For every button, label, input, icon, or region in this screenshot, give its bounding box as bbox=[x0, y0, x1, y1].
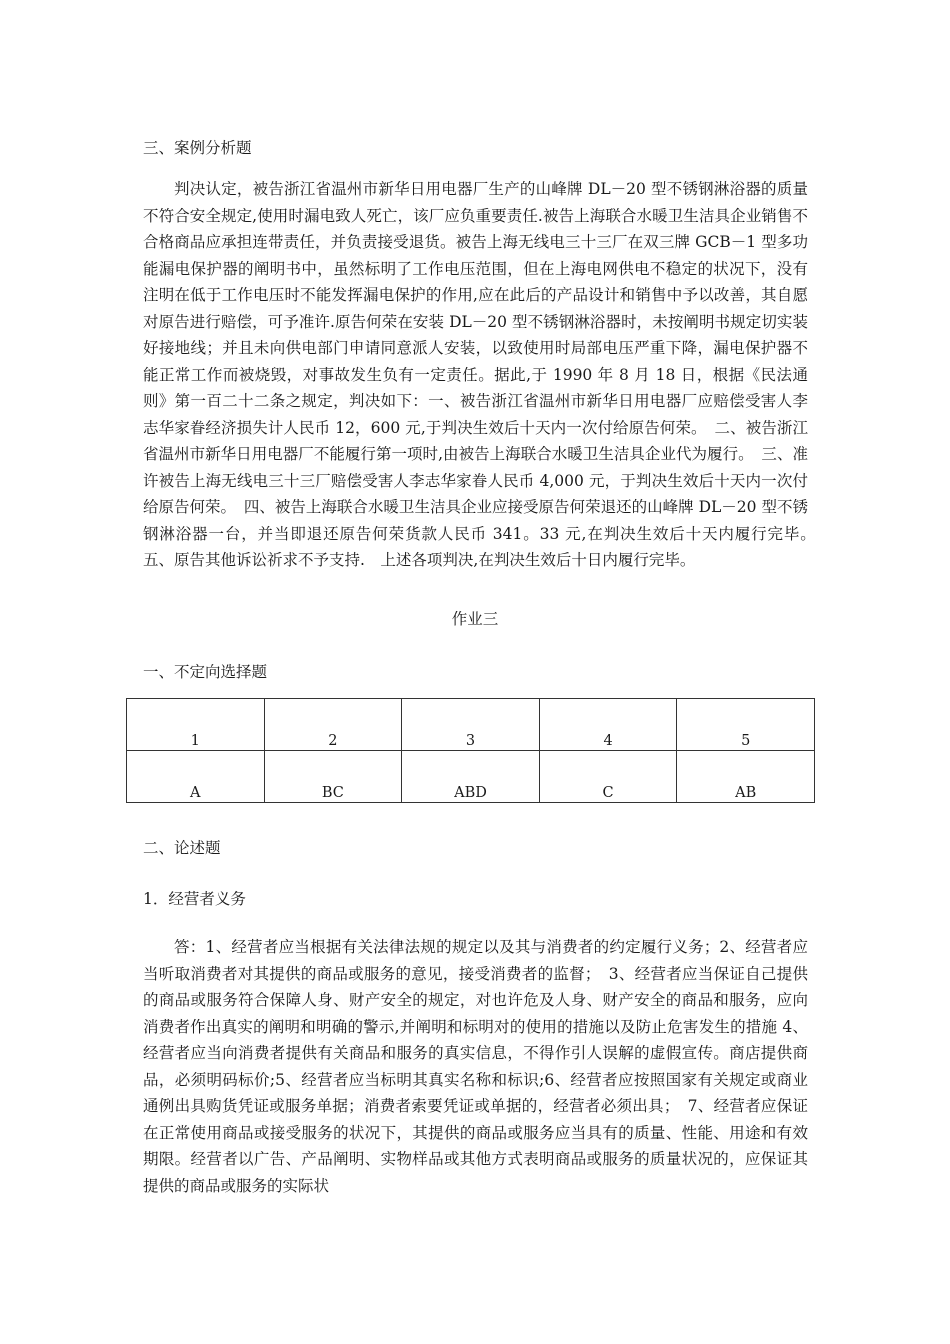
table-cell-answer: ABD bbox=[402, 751, 540, 803]
table-cell-number: 3 bbox=[402, 699, 540, 751]
table-cell-answer: AB bbox=[677, 751, 815, 803]
table-row-numbers bbox=[127, 699, 815, 751]
table-cell-answer: C bbox=[539, 751, 677, 803]
case-analysis-paragraph: 判决认定，被告浙江省温州市新华日用电器厂生产的山峰牌 DL－20 型不锈钢淋浴器的质量不符合安全规定,使用时漏电致人死亡，该厂应负重要责任.被告上海联合水暖卫生洁具企业销售不合格商品应承担连带责任，并负责接受退货。被告上海无线电三十三厂在双三牌 GCB－1 型多功能漏电保护器的阐明书中，虽然标明了工作电压范围，但在上海电网供电不稳定的状况下，没有注明在低于工作电压时不能发挥漏电保护的作用,应在此后的产品设计和销售中予以改善，其自愿对原告进行赔偿，可予准许.原告何荣在安装 DL－20 型不锈钢淋浴器时，未按阐明书规定切实装好接地线；并且未向供电部门申请同意派人安装，以致使用时局部电压严重下降，漏电保护器不能正常工作而被烧毁，对事故发生负有一定责任。据此,于 1990 年 8 月 18 日，根据《民法通则》第一百二十二条之规定，判决如下：一、被告浙江省温州市新华日用电器厂应赔偿受害人李志华家眷经济损失计人民币 12，600 元,于判决生效后十天内一次付给原告何荣。 二、被告浙江省温州市新华日用电器厂不能履行第一项时,由被告上海联合水暖卫生洁具企业代为履行。 三、准许被告上海无线电三十三厂赔偿受害人李志华家眷人民币 4,000 元，于判决生效后十天内一次付给原告何荣。 四、被告上海联合水暖卫生洁具企业应接受原告何荣退还的山峰牌 DL－20 型不锈钢淋浴器一台，并当即退还原告何荣货款人民币 341。33 元,在判决生效后十天内履行完毕。 五、原告其他诉讼祈求不予支持. 上述各项判决,在判决生效后十日内履行完毕。 bbox=[143, 180, 824, 569]
table-cell-number: 2 bbox=[264, 699, 402, 751]
table-cell-number: 4 bbox=[539, 699, 677, 751]
table-cell-answer: A bbox=[127, 751, 265, 803]
question-1-title: 1．经营者义务 bbox=[143, 890, 246, 908]
table-row-answers bbox=[127, 751, 815, 803]
homework-title: 作业三 bbox=[451, 610, 499, 628]
answer-table bbox=[126, 698, 815, 803]
section-1-heading: 一、不定向选择题 bbox=[143, 663, 268, 681]
section-2-heading: 二、论述题 bbox=[143, 839, 221, 857]
answer-paragraph: 答：1、经营者应当根据有关法律法规的规定以及其与消费者的约定履行义务；2、经营者应当听取消费者对其提供的商品或服务的意见，接受消费者的监督； 3、经营者应当保证自己提供的商品或服务符合保障人身、财产安全的规定，对也许危及人身、财产安全的商品和服务，应向消费者作出真实的阐明和明确的警示,并阐明和标明对的使用的措施以及防止危害发生的措施 4、经营者应当向消费者提供有关商品和服务的真实信息，不得作引人误解的虚假宣传。商店提供商品，必须明码标价;5、经营者应当标明其真实名称和标识;6、经营者应按照国家有关规定或商业通例出具购货凭证或服务单据；消费者索要凭证或单据的，经营者必须出具； 7、经营者应保证在正常使用商品或接受服务的状况下，其提供的商品或服务应当具有的质量、性能、用途和有效期限。经营者以广告、产品阐明、实物样品或其他方式表明商品或服务的质量状况的，应保证其提供的商品或服务的实际状 bbox=[143, 938, 808, 1195]
table-cell-number: 5 bbox=[677, 699, 815, 751]
table-cell-number: 1 bbox=[127, 699, 265, 751]
section-3-heading: 三、案例分析题 bbox=[143, 139, 252, 157]
table-cell-answer: BC bbox=[264, 751, 402, 803]
